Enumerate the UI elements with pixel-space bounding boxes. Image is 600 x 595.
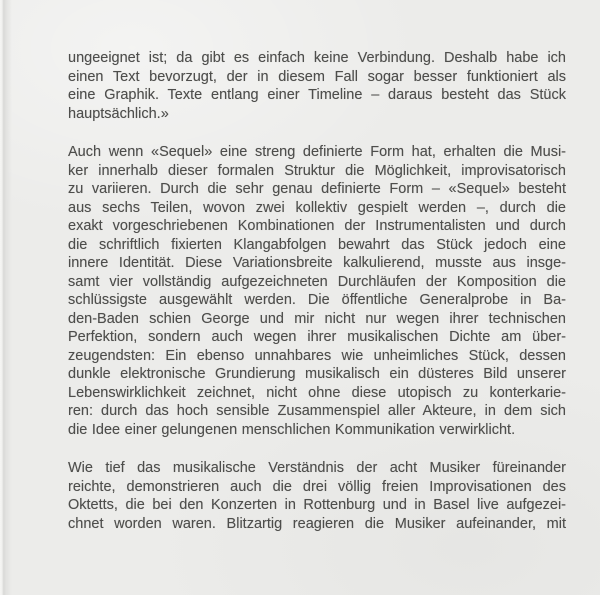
body-text [68, 49, 566, 553]
text-line: chnet worden waren. Blitzartig reagieren die Musiker aufeinander, mit [68, 515, 566, 532]
text-line: einen Text bevorzugt, der in diesem Fall sogar besser funktioniert als [68, 68, 566, 85]
paragraph-2 [68, 143, 566, 439]
text-line: ungeeignet ist; da gibt es einfach keine Verbindung. Deshalb habe ich [68, 50, 566, 66]
text-line: Oktetts, die bei den Konzerten in Rottenburg und in Basel live aufgezei- [68, 497, 566, 513]
text-line: samt vier vollständig aufgezeichneten Durchläufen der Komposition die [68, 273, 566, 290]
text-line: ren: durch das hoch sensible Zusammenspiel aller Akteure, in dem sich [68, 403, 566, 419]
text-line: zeugendsten: Ein ebenso unnahbares wie unheimliches Stück, dessen [68, 347, 566, 364]
text-line: Auch wenn «Sequel» eine streng definierte Form hat, erhalten die Musi- [68, 144, 566, 160]
text-line: ker innerhalb dieser formalen Struktur die Möglichkeit, improvisatorisch [68, 162, 566, 179]
text-line: zu variieren. Durch die sehr genau definierte Form – «Sequel» besteht [68, 181, 566, 197]
text-line: die Idee einer gelungenen menschlichen Kommunikation verwirklicht. [68, 421, 516, 438]
paragraph-1 [68, 49, 566, 123]
text-line: hauptsächlich.» [68, 105, 169, 122]
page-edge-shadow [0, 0, 12, 595]
text-line: dunkle elektronische Grundierung musikalisch ein düsteres Bild unserer [68, 366, 566, 382]
text-line: aus sechs Teilen, wovon zwei kollektiv gespielt werden –, durch die [68, 199, 566, 216]
paragraph-3 [68, 459, 566, 533]
text-line: den-Baden schien George und mir nicht nur wegen ihrer technischen [68, 310, 566, 327]
text-line: exakt vorgeschriebenen Kombinationen der Instrumentalisten und durch [68, 218, 566, 234]
text-line: schlüssigste ausgewählt werden. Die öffentliche Generalprobe in Ba- [68, 292, 566, 308]
text-line: Lebenswirklichkeit zeichnet, nicht ohne diese utopisch zu konterkarie- [68, 384, 566, 401]
text-line: eine Graphik. Texte entlang einer Timeline – daraus besteht das Stück [68, 87, 566, 103]
text-line: Wie tief das musikalische Verständnis der acht Musiker füreinander [68, 460, 566, 476]
text-line: reichte, demonstrieren auch die drei völlig freien Improvisationen des [68, 478, 566, 495]
text-line: Perfektion, sondern auch wegen ihrer musikalischen Dichte am über- [68, 329, 566, 345]
text-line: die schriftlich fixierten Klangabfolgen bewahrt das Stück jedoch eine [68, 236, 566, 253]
text-line: innere Identität. Diese Variationsbreite kalkulierend, musste aus insge- [68, 255, 566, 271]
